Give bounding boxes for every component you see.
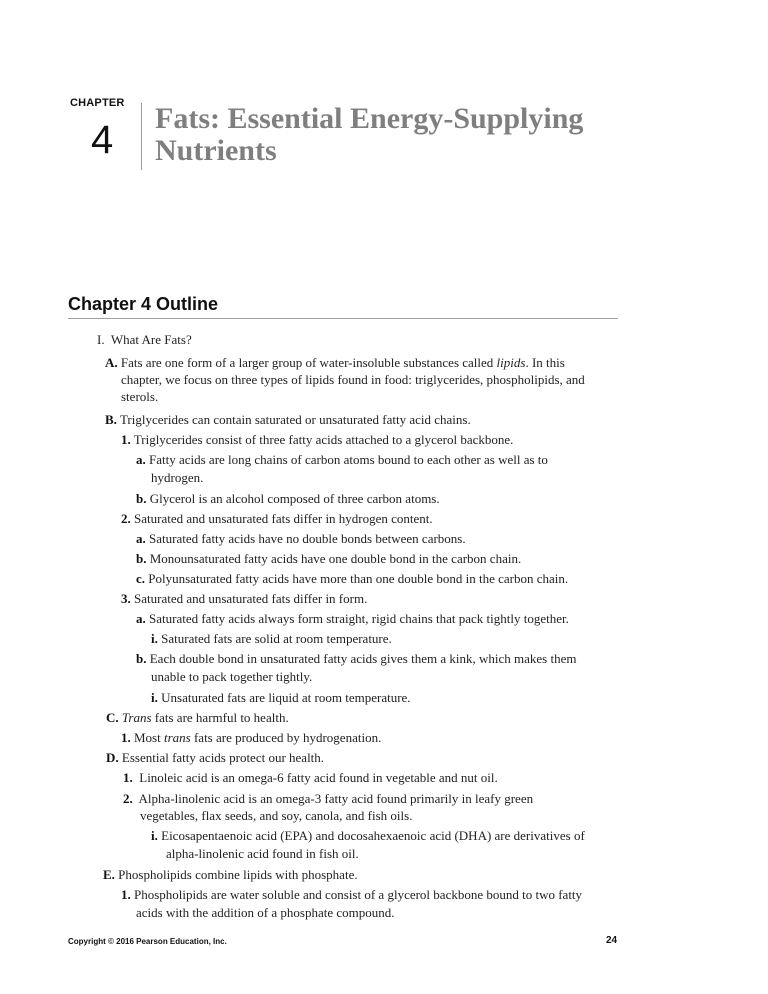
item-text: fats are produced by hydrogenation.: [190, 730, 382, 745]
item-marker: 1.: [121, 432, 131, 447]
item-text: Saturated and unsaturated fats differ in form.: [134, 591, 368, 606]
item-marker: b.: [136, 651, 147, 666]
outline-item-level1: [97, 331, 192, 348]
item-marker: A.: [105, 355, 118, 370]
item-text: fats are harmful to health.: [151, 710, 289, 725]
item-text: Saturated fatty acids have no double bonds between carbons.: [149, 531, 466, 546]
item-marker: C.: [106, 710, 119, 725]
item-marker: b.: [136, 491, 147, 506]
item-marker: B.: [105, 412, 117, 427]
item-marker: 2.: [121, 511, 131, 526]
item-marker: I.: [97, 332, 105, 347]
item-text: Triglycerides can contain saturated or unsaturated fatty acid chains.: [119, 412, 471, 427]
chapter-divider: [141, 103, 142, 170]
outline-item-continuation: unable to pack together tightly.: [151, 669, 313, 684]
item-text: Eicosapentaenoic acid (EPA) and docosahexaenoic acid (DHA) are derivatives of: [161, 828, 585, 843]
item-text: Glycerol is an alcohol composed of three carbon atoms.: [149, 491, 440, 506]
item-text: Linoleic acid is an omega-6 fatty acid found in vegetable and nut oil.: [139, 770, 498, 785]
chapter-number: 4: [91, 118, 114, 162]
outline-item-level3: [121, 431, 513, 448]
item-text: Monounsaturated fatty acids have one double bond in the carbon chain.: [149, 551, 522, 566]
outline-item-continuation: sterols.: [121, 389, 159, 404]
outline-item-level4: [136, 610, 569, 627]
item-marker: b.: [136, 551, 147, 566]
outline-item-level4: [136, 490, 440, 507]
item-marker: D.: [106, 750, 119, 765]
item-marker: i.: [151, 690, 158, 705]
item-text: Essential fatty acids protect our health.: [121, 750, 325, 765]
chapter-label: CHAPTER: [70, 97, 125, 109]
item-text: . In this: [525, 355, 565, 370]
chapter-title-line1: Fats: Essential Energy-Supplying: [155, 102, 584, 135]
item-text: Saturated and unsaturated fats differ in hydrogen content.: [134, 511, 433, 526]
outline-item-level3: [121, 590, 367, 607]
item-text: Triglycerides consist of three fatty acids attached to a glycerol backbone.: [133, 432, 514, 447]
outline-item-level4: [136, 650, 576, 667]
outline-item-level4: [136, 530, 466, 547]
item-marker: 1.: [121, 887, 131, 902]
outline-item-level4: [136, 570, 568, 587]
outline-item-level5: [151, 630, 392, 647]
outline-item-level2: [105, 354, 565, 371]
item-text: Most: [134, 730, 164, 745]
item-text: Saturated fatty acids always form straight, rigid chains that pack tightly together.: [149, 611, 569, 626]
outline-item-level2: [106, 749, 324, 766]
item-marker: i.: [151, 828, 158, 843]
item-emphasis: Trans: [121, 710, 152, 725]
outline-item-level3: [121, 510, 433, 527]
outline-item-level3: [123, 790, 533, 807]
item-text: Fats are one form of a larger group of water-insoluble substances called: [120, 355, 497, 370]
chapter-title-line2: Nutrients: [155, 134, 277, 167]
item-text: Saturated fats are solid at room temperature.: [161, 631, 392, 646]
footer-copyright: Copyright © 2016 Pearson Education, Inc.: [68, 937, 227, 946]
item-text: Unsaturated fats are liquid at room temperature.: [161, 690, 411, 705]
outline-item-level4: [136, 451, 548, 468]
outline-item-level2: [105, 411, 471, 428]
item-text: Phospholipids are water soluble and consist of a glycerol backbone bound to two fatty: [134, 887, 583, 902]
item-text: What Are Fats?: [110, 332, 192, 347]
item-marker: c.: [136, 571, 146, 586]
item-marker: a.: [136, 452, 146, 467]
outline-item-continuation: vegetables, flax seeds, and soy, canola, and fish oils.: [140, 808, 413, 823]
outline-item-level2: [106, 709, 289, 726]
item-marker: 3.: [121, 591, 131, 606]
chapter-title: [155, 103, 625, 167]
outline-item-level3: [121, 729, 381, 746]
item-marker: a.: [136, 611, 146, 626]
item-marker: 1.: [121, 730, 131, 745]
item-text: Each double bond in unsaturated fatty acids gives them a kink, which makes them: [149, 651, 577, 666]
item-text: Fatty acids are long chains of carbon atoms bound to each other as well as to: [149, 452, 548, 467]
item-text: Alpha-linolenic acid is an omega-3 fatty acid found primarily in leafy green: [138, 791, 534, 806]
outline-item-continuation: hydrogen.: [151, 470, 204, 485]
outline-item-level4: [136, 550, 521, 567]
item-emphasis: trans: [163, 730, 191, 745]
outline-item-continuation: acids with the addition of a phosphate compound.: [136, 905, 395, 920]
outline-item-continuation: chapter, we focus on three types of lipids found in food: triglycerides, phospholipids, and: [121, 372, 585, 387]
item-marker: 2.: [123, 791, 133, 806]
item-text: Phospholipids combine lipids with phosphate.: [118, 867, 358, 882]
outline-item-level5: [151, 689, 411, 706]
item-marker: a.: [136, 531, 146, 546]
item-text: Polyunsaturated fatty acids have more than one double bond in the carbon chain.: [148, 571, 569, 586]
outline-item-level5: [151, 827, 585, 844]
item-marker: E.: [103, 867, 115, 882]
outline-item-level3: [121, 886, 582, 903]
item-marker: 1.: [123, 770, 133, 785]
page-number: 24: [606, 935, 618, 946]
item-emphasis: lipids: [496, 355, 526, 370]
outline-item-level2: [103, 866, 358, 883]
outline-item-level3: [123, 769, 498, 786]
outline-item-continuation: alpha-linolenic acid found in fish oil.: [166, 846, 359, 861]
outline-divider: [68, 318, 618, 319]
outline-heading: Chapter 4 Outline: [68, 294, 219, 314]
item-marker: i.: [151, 631, 158, 646]
